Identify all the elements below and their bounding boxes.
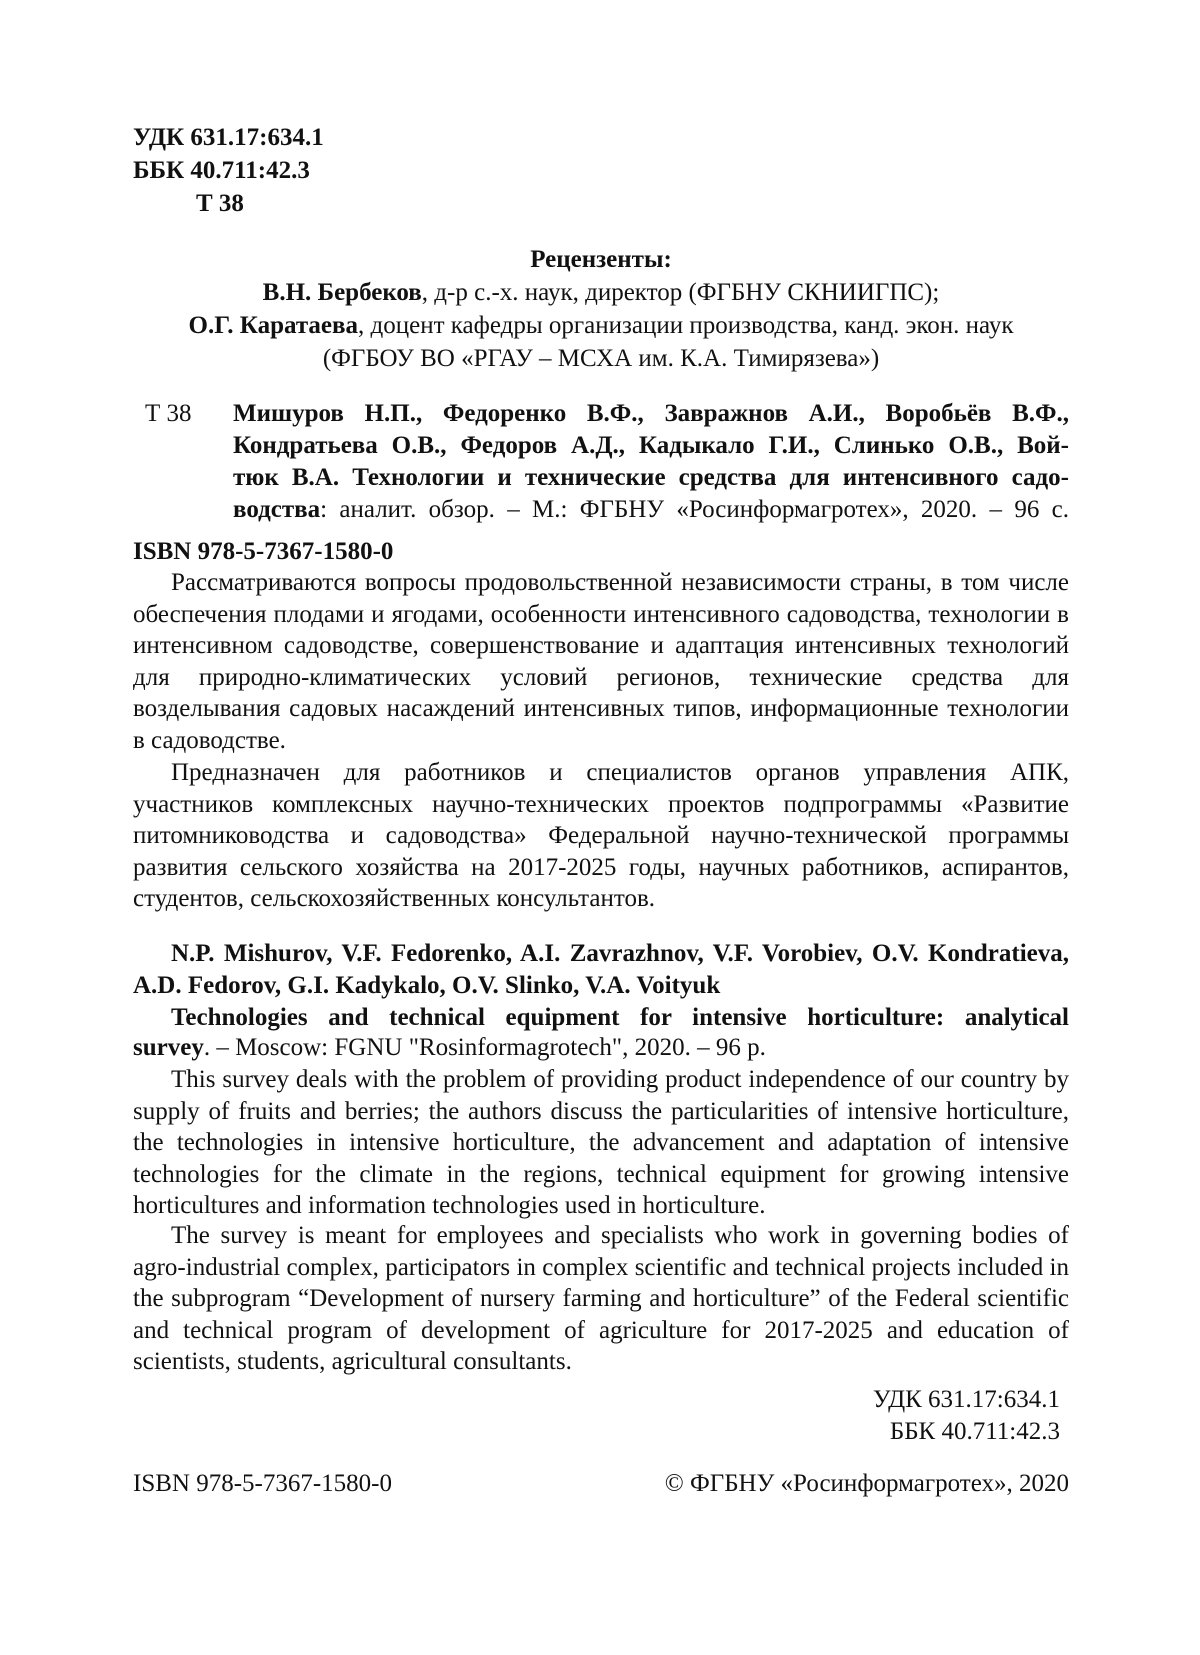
abstract-en-paragraph-1: This survey deals with the problem of providing product independence of our country by supply of fruits and berries; the authors discuss the particularities of intensive horticulture, the technologies in intensive horticulture, the advancement and adaptation of intensive technologies for the climate in the regions, technical equipment for growing intensive horticultures and information technologies used in horticulture.	[133, 1066, 1069, 1220]
footer-isbn: ISBN 978-5-7367-1580-0	[133, 1470, 393, 1497]
bib-en-imprint: . – Moscow: FGNU "Rosinformagrotech", 2020. – 96 p.	[203, 1034, 766, 1061]
bib-title-line-1	[233, 462, 1069, 494]
bib-mark: Т 38	[145, 400, 192, 427]
bib-authors-end: тюк В.А.	[233, 464, 340, 491]
bib-en-title-line-1: Technologies and technical equipment for intensive horticulture: analytical	[171, 1004, 1069, 1031]
reviewer-2-info: , доцент кафедры организации производства, канд. экон. наук	[358, 312, 1014, 339]
bib-imprint: : аналит. обзор. – М.: ФГБНУ «Росинформагротех», 2020. – 96 с.	[320, 496, 1069, 523]
reviewer-2-org: (ФГБОУ ВО «РГАУ – МСХА им. К.А. Тимирязева»)	[322, 345, 880, 372]
abstract-ru-paragraph-1: Рассматриваются вопросы продовольственной независимости страны, в том числе обеспечения плодами и ягодами, особенности интенсивного садоводства, технологии в интенсивном садоводстве, совершенствование и адаптация интенсивных технологий для природно-климатических условий регионов, технические средства для возделывания садовых насаждений интенсивных типов, информационные технологии в садоводстве.	[133, 569, 1069, 754]
udk-code: УДК 631.17:634.1	[133, 124, 324, 151]
reviewer-1-info: , д-р с.-х. наук, директор (ФГБНУ СКНИИГПС);	[421, 279, 940, 306]
footer-udk: УДК 631.17:634.1	[872, 1386, 1060, 1413]
bib-authors-line-2: Кондратьева О.В., Федоров А.Д., Кадыкало Г.И., Слинько О.В., Вой-	[233, 432, 1069, 459]
reviewer-1	[133, 277, 1069, 310]
bib-en-authors-line-1: N.P. Mishurov, V.F. Fedorenko, A.I. Zavrazhnov, V.F. Vorobiev, O.V. Kondratieva,	[171, 940, 1069, 967]
bib-authors-line-1: Мишуров Н.П., Федоренко В.Ф., Завражнов А.И., Воробьёв В.Ф.,	[233, 400, 1069, 427]
reviewer-2-name: О.Г. Каратаева	[188, 312, 359, 339]
bib-title-end: водства	[233, 496, 321, 523]
reviewer-1-name: В.Н. Бербеков	[262, 279, 422, 306]
reviewers-heading: Рецензенты:	[530, 246, 672, 273]
footer-copyright: © ФГБНУ «Росинформагротех», 2020	[664, 1470, 1069, 1497]
abstract-ru-paragraph-2: Предназначен для работников и специалистов органов управления АПК, участников комплексных научно-технических проектов подпрограммы «Развитие питомниководства и садоводства» Федеральной научно-технической программы развития сельского хозяйства на 2017-2025 годы, научных работников, аспирантов, студентов, сельскохозяйственных консультантов.	[133, 759, 1069, 913]
footer-bbk: ББК 40.711:42.3	[889, 1418, 1060, 1445]
bib-en-authors-line-2: A.D. Fedorov, G.I. Kadykalo, O.V. Slinko, V.A. Voityuk	[133, 972, 721, 999]
bib-en-title-line-2	[133, 1032, 766, 1064]
bib-en-title-end: survey	[133, 1034, 204, 1061]
isbn-ru: ISBN 978-5-7367-1580-0	[133, 538, 394, 565]
bbk-code: ББК 40.711:42.3	[133, 157, 310, 184]
bib-title-line-2	[233, 494, 1069, 526]
bib-title-start: Технологии и технические средства для интенсивного садо-	[352, 464, 1069, 491]
reviewer-2	[133, 310, 1069, 343]
abstract-en-paragraph-2: The survey is meant for employees and specialists who work in governing bodies of agro-industrial complex, participators in complex scientific and technical projects included in the subprogram “Development of nursery farming and horticulture” of the Federal scientific and technical program of development of agriculture for 2017-2025 and education of scientists, students, agricultural consultants.	[133, 1222, 1069, 1376]
author-mark: Т 38	[196, 190, 244, 217]
